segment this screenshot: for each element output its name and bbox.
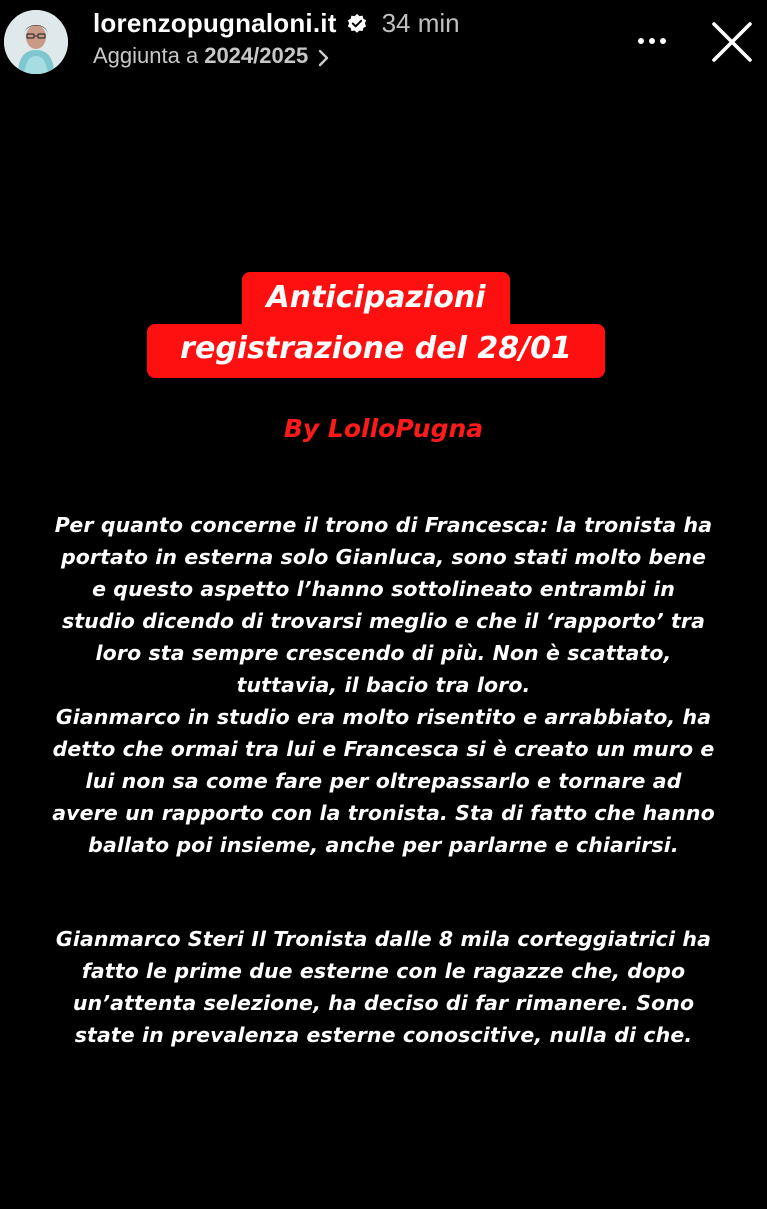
text-line: Gianmarco Steri Il Tronista dalle 8 mila corteggiatrici ha	[55, 927, 712, 951]
text-line: Per quanto concerne il trono di Francesca: la tronista ha	[54, 513, 713, 537]
highlight-name: 2024/2025	[204, 43, 309, 68]
text-line: fatto le prime due esterne con le ragazze che, dopo	[81, 959, 686, 983]
title-line-1: Anticipazioni	[242, 272, 510, 328]
text-line: portato in esterna solo Gianluca, sono stati molto bene	[60, 545, 707, 569]
title-line-2: registrazione del 28/01	[147, 324, 605, 378]
post-time: 34 min	[381, 8, 460, 38]
byline: By LolloPugna	[283, 414, 484, 443]
username[interactable]: lorenzopugnaloni.it	[93, 8, 337, 38]
text-line: un’attenta selezione, ha deciso di far rimanere. Sono	[72, 991, 695, 1015]
text-line: detto che ormai tra lui e Francesca si è creato un muro e	[52, 737, 715, 761]
text-line: state in prevalenza esterne conoscitive, nulla di che.	[74, 1023, 693, 1047]
text-line: lui non sa come fare per oltrepassarlo e tornare ad	[85, 769, 682, 793]
text-line: avere un rapporto con la tronista. Sta di fatto che hanno	[52, 801, 715, 825]
text-line: loro sta sempre crescendo di più. Non è scattato,	[95, 641, 672, 665]
text-line: Gianmarco in studio era molto risentito e arrabbiato, ha	[55, 705, 712, 729]
added-prefix: Aggiunta a	[93, 43, 199, 68]
paragraph-2	[20, 923, 747, 1051]
text-line: ballato poi insieme, anche per parlarne e chiarirsi.	[88, 833, 679, 857]
text-line: tuttavia, il bacio tra loro.	[236, 673, 531, 697]
text-line: e questo aspetto l’hanno sottolineato entrambi in	[92, 577, 675, 601]
paragraph-1	[20, 509, 747, 861]
text-line: studio dicendo di trovarsi meglio e che il ‘rapporto’ tra	[61, 609, 706, 633]
